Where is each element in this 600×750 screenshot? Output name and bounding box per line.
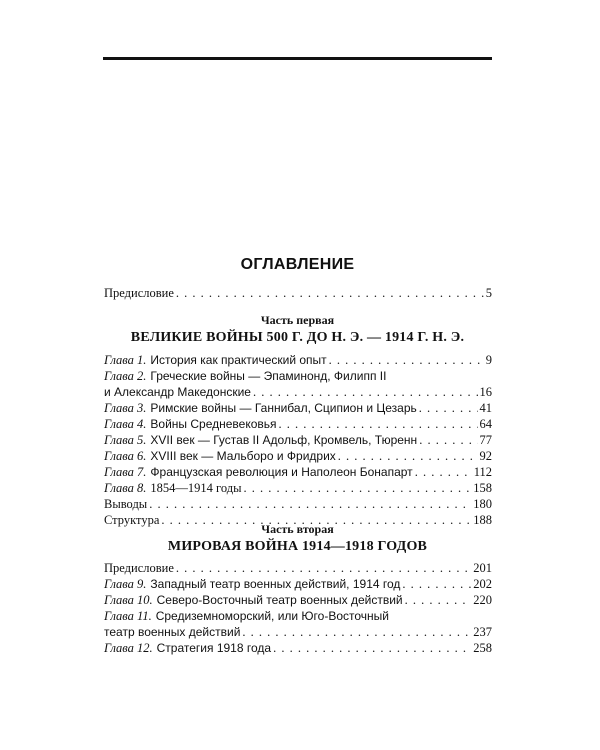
toc-entry-chapter bbox=[104, 448, 492, 464]
page-number: 92 bbox=[479, 449, 492, 463]
toc-entry-continuation bbox=[104, 624, 492, 640]
toc-entry-chapter bbox=[104, 480, 492, 496]
toc-entry-chapter bbox=[104, 608, 492, 624]
dot-leader bbox=[176, 560, 471, 576]
page-number: 158 bbox=[473, 481, 492, 495]
entry-title: Стратегия 1918 года bbox=[156, 641, 272, 655]
page-number: 77 bbox=[479, 433, 492, 447]
entry-title: Греческие войны — Эпаминонд, Филипп II bbox=[150, 369, 387, 383]
toc-entry-chapter bbox=[104, 368, 492, 384]
toc-title: ОГЛАВЛЕНИЕ bbox=[240, 256, 355, 273]
entry-title: Западный театр военных действий, 1914 год bbox=[150, 577, 401, 591]
toc-entry-chapter bbox=[104, 432, 492, 448]
toc-entry-preface bbox=[104, 560, 492, 576]
chapter-label: Глава 6. bbox=[104, 449, 147, 463]
entry-title: Предисловие bbox=[104, 286, 174, 300]
page-number: 237 bbox=[473, 625, 492, 639]
chapter-label: Глава 2. bbox=[104, 369, 147, 383]
dot-leader bbox=[243, 480, 471, 496]
chapter-label: Глава 8. bbox=[104, 481, 147, 495]
part1-heading: ВЕЛИКИЕ ВОЙНЫ 500 Г. ДО Н. Э. — 1914 Г. Н. Э. bbox=[130, 330, 465, 345]
page-number: 112 bbox=[473, 465, 492, 479]
entry-title: XVIII век — Мальборо и Фридрих bbox=[150, 449, 336, 463]
entry-title: История как практический опыт bbox=[150, 353, 327, 367]
entry-title-continued: театр военных действий bbox=[104, 625, 241, 639]
chapter-label: Глава 3. bbox=[104, 401, 147, 415]
chapter-label: Глава 7. bbox=[104, 465, 147, 479]
toc-entry-chapter bbox=[104, 416, 492, 432]
chapter-label: Глава 10. bbox=[104, 593, 153, 607]
chapter-label: Глава 9. bbox=[104, 577, 147, 591]
toc-entry-chapter bbox=[104, 400, 492, 416]
page-number: 180 bbox=[473, 497, 492, 511]
chapter-label: Глава 11. bbox=[104, 609, 152, 623]
part1-label: Часть первая bbox=[260, 313, 335, 327]
toc-entry-chapter bbox=[104, 352, 492, 368]
page-number: 41 bbox=[479, 401, 492, 415]
dot-leader bbox=[419, 432, 477, 448]
dot-leader bbox=[329, 352, 484, 368]
dot-leader bbox=[405, 592, 472, 608]
toc-entry-chapter bbox=[104, 464, 492, 480]
page-number: 258 bbox=[473, 641, 492, 655]
chapter-label: Глава 12. bbox=[104, 641, 153, 655]
entry-title: XVII век — Густав II Адольф, Кромвель, Тюренн bbox=[150, 433, 418, 447]
toc-entry-conclusions bbox=[104, 496, 492, 512]
chapter-label: Глава 4. bbox=[104, 417, 147, 431]
dot-leader bbox=[402, 576, 471, 592]
entry-title: 1854—1914 годы bbox=[150, 481, 242, 495]
entry-title: Северо-Восточный театр военных действий bbox=[156, 593, 403, 607]
chapter-label: Глава 1. bbox=[104, 353, 147, 367]
dot-leader bbox=[176, 285, 484, 301]
page-number: 188 bbox=[473, 513, 492, 527]
entry-title-continued: и Александр Македонские bbox=[104, 385, 251, 399]
toc-entry-continuation bbox=[104, 384, 492, 400]
entry-title: Предисловие bbox=[104, 561, 174, 575]
page-number: 220 bbox=[473, 593, 492, 607]
chapter-label: Глава 5. bbox=[104, 433, 147, 447]
entry-title: Французская революция и Наполеон Бонапарт bbox=[150, 465, 413, 479]
page-number: 5 bbox=[485, 286, 492, 300]
page-number: 201 bbox=[473, 561, 492, 575]
page-number: 202 bbox=[473, 577, 492, 591]
dot-leader bbox=[273, 640, 471, 656]
part2-label: Часть вторая bbox=[261, 522, 334, 536]
dot-leader bbox=[149, 496, 471, 512]
page-number: 64 bbox=[479, 417, 492, 431]
dot-leader bbox=[279, 416, 478, 432]
dot-leader bbox=[415, 464, 472, 480]
entry-title: Войны Средневековья bbox=[150, 417, 277, 431]
toc-entry-chapter bbox=[104, 640, 492, 656]
entry-title: Средиземноморский, или Юго-Восточный bbox=[155, 609, 389, 623]
part2-heading: МИРОВАЯ ВОЙНА 1914—1918 ГОДОВ bbox=[167, 539, 428, 554]
entry-title: Выводы bbox=[104, 497, 148, 511]
dot-leader bbox=[338, 448, 478, 464]
top-rule bbox=[103, 57, 492, 60]
entry-title: Римские войны — Ганнибал, Сципион и Цезарь bbox=[150, 401, 417, 415]
toc-entry-preface bbox=[104, 285, 492, 301]
dot-leader bbox=[253, 384, 478, 400]
page-number: 9 bbox=[485, 353, 492, 367]
dot-leader bbox=[242, 624, 471, 640]
page-number: 16 bbox=[479, 385, 492, 399]
dot-leader bbox=[419, 400, 478, 416]
toc-entry-chapter bbox=[104, 576, 492, 592]
toc-entry-chapter bbox=[104, 592, 492, 608]
entry-title: Структура bbox=[104, 513, 160, 527]
